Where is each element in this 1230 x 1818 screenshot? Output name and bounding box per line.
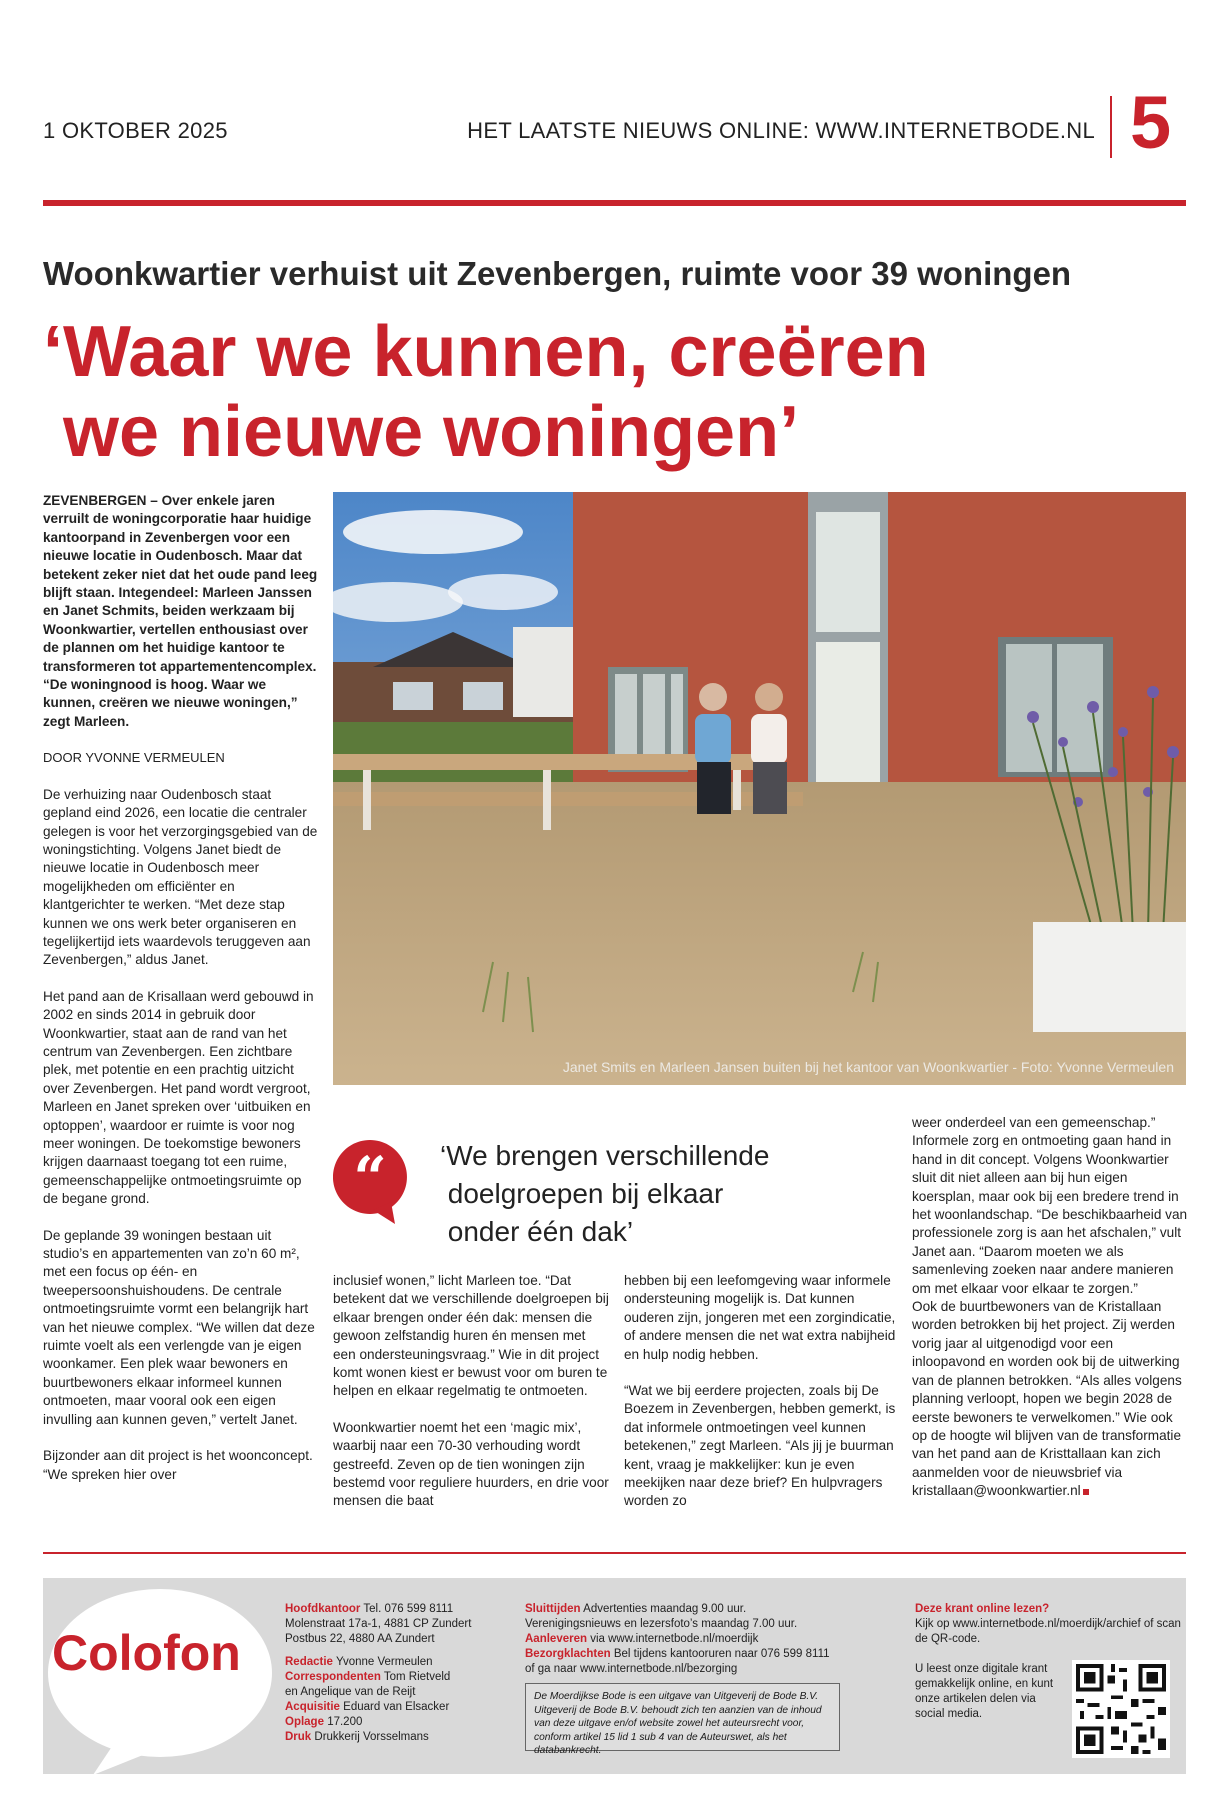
label: Bezorgklachten (525, 1648, 611, 1660)
phone: Tel. 076 599 8111 (363, 1603, 454, 1615)
issue-date: 1 OKTOBER 2025 (43, 118, 228, 143)
value: en Angelique van de Reijt (285, 1686, 416, 1698)
paragraph: Woonkwartier noemt het een ‘magic mix’, waarbij naar een 70-30 verhouding wordt gestreefd. Zeven op de tien woningen zijn bestemd voor reguliere huurders, en drie voor mensen die baat (333, 1419, 609, 1509)
end-mark-icon (1083, 1489, 1089, 1495)
label: Correspondenten (285, 1671, 381, 1683)
top-rule (43, 200, 1186, 206)
label: Sluittijden (525, 1603, 581, 1615)
paragraph-text: Ook de buurtbewoners van de Kristallaan worden betrokken bij het project. Zij werden vorig jaar al uitgenodigd voor een inloopavond en worden ook bij de uitwerking van de plannen betrokken. “Als alles volgens planning verloopt, hopen we begin 2028 de eerste bewoners te verwelkomen.” Wie ook op de hoogte wil blijven van de transformatie van het pand aan de Kristtallaan kan zich aanmelden voor de nieuwsbrief via kristallaan@woonkwartier.nl (912, 1299, 1182, 1499)
colofon-online (915, 1602, 1185, 1647)
article-column-3 (624, 1272, 900, 1529)
value: Tom Rietveld (383, 1671, 451, 1683)
kicker: Woonkwartier verhuist uit Zevenbergen, ruimte voor 39 woningen (43, 255, 1072, 292)
headline (43, 312, 1143, 472)
paragraph: Bijzonder aan dit project is het woonconcept. “We spreken hier over (43, 1448, 313, 1482)
headline-line-2: we nieuwe woningen’ (43, 392, 800, 472)
qr-code-icon[interactable] (1072, 1660, 1170, 1758)
label: Druk (285, 1731, 312, 1743)
colofon-digital: U leest onze digitale krant gemakkelijk online, en kunt onze artikelen delen via social media. (915, 1663, 1054, 1720)
article-photo (333, 492, 1186, 1085)
pull-quote-line: doelgroepen bij elkaar (440, 1178, 724, 1209)
value: Verenigingsnieuws en lezersfoto’s maandag 7.00 uur. (525, 1618, 798, 1630)
paragraph: “Wat we bij eerdere projecten, zoals bij De Boezem in Zevenbergen, hebben gemerkt, is dat informele ontmoetingen veel kunnen betekenen,” zegt Marleen. “Als jij je buurman kent, vraag je makkelijker: kun je even meekijken naar deze brief? En hulpvragers worden zo (624, 1383, 896, 1509)
value: 17.200 (327, 1716, 363, 1728)
value: of ga naar www.internetbode.nl/bezorging (525, 1663, 738, 1675)
value: Bel tijdens kantooruren naar 076 599 8111 (613, 1648, 830, 1660)
label: Redactie (285, 1656, 333, 1668)
svg-text:“: “ (353, 1144, 387, 1212)
pull-quote-line: onder één dak’ (440, 1216, 634, 1247)
paragraph (912, 1298, 1188, 1500)
colofon-title: Colofon (52, 1625, 241, 1681)
headline-line-1: ‘Waar we kunnen, creëren (43, 312, 929, 392)
header-separator (1110, 96, 1112, 158)
article-column-2 (333, 1272, 609, 1529)
label: Deze krant online lezen? (915, 1603, 1050, 1615)
paragraph: De verhuizing naar Oudenbosch staat gepland eind 2026, een locatie die centraler gelegen is voor het verzorgingsgebied van de woningstichting. Volgens Janet biedt de nieuwe locatie in Oudenbosch meer mogelijkheden om efficiënter en klantgerichter te werken. “Met deze stap kunnen we ons werk beter organiseren en tegelijkertijd iets waardevols teruggeven aan Zevenbergen,” aldus Janet. (43, 786, 318, 968)
label: Acquisitie (285, 1701, 340, 1713)
label: Hoofdkantoor (285, 1603, 361, 1615)
colofon-contact (285, 1602, 500, 1745)
address: Molenstraat 17a-1, 4881 CP Zundert (285, 1618, 472, 1630)
value: Kijk op www.internetbode.nl/moerdijk/archief of scan de QR-code. (915, 1618, 1181, 1645)
site-banner: HET LAATSTE NIEUWS ONLINE: WWW.INTERNETBODE.NL (467, 118, 1095, 143)
value: via www.internetbode.nl/moerdijk (590, 1633, 759, 1645)
bottom-rule (43, 1552, 1186, 1554)
paragraph: Het pand aan de Krisallaan werd gebouwd in 2002 en sinds 2014 in gebruik door Woonkwartier, staat aan de rand van het centrum van Zevenbergen. Een zichtbare plek, met potentie en een prachtig uitzicht over Zevenbergen. Het pand wordt vergroot, Marleen en Janet spreken over ‘uitbuiken en optoppen’, waardoor er ruimte is voor nog meer woningen. De toekomstige bewoners krijgen daarnaast toegang tot een ruime, gemeenschappelijke ontmoetingsruimte op de begane grond. (43, 988, 314, 1207)
value: Eduard van Elsacker (343, 1701, 450, 1713)
colofon-deadlines (525, 1602, 865, 1677)
value: Advertenties maandag 9.00 uur. (583, 1603, 747, 1615)
paragraph: weer onderdeel van een gemeenschap.” Informele zorg en ontmoeting gaan hand in hand in dit concept. Volgens Woonkwartier sluit dit niet alleen aan bij hun eigen koersplan, maar ook bij een bredere trend in het woonlandschap. “De beschikbaarheid van professionele zorg is aan het afschalen,” vult Janet aan. “Daarom moeten we als samenleving zoeken naar andere manieren om met elkaar voor elkaar te zorgen.” (912, 1115, 1188, 1296)
pull-quote-line: ‘We brengen verschillende (440, 1140, 770, 1171)
value: Drukkerij Vorsselmans (314, 1731, 429, 1743)
photo-caption: Janet Smits en Marleen Jansen buiten bij het kantoor van Woonkwartier - Foto: Yvonne Vermeulen (562, 1059, 1174, 1075)
byline: DOOR YVONNE VERMEULEN (43, 750, 225, 766)
photo-illustration (333, 492, 1186, 1085)
page-number: 5 (1130, 81, 1172, 164)
paragraph: De geplande 39 woningen bestaan uit studio’s en appartementen van zo’n 60 m², met een focus op één- en tweepersoonshuishoudens. De centrale ontmoetingsruimte vormt een belangrijk hart van het nieuwe complex. “We willen dat deze ruimte voelt als een verlengde van je eigen woonkamer. Een plek waar bewoners en buurtbewoners elkaar informeel kunnen ontmoeten, maar vooral ook een eigen invulling aan kunnen geven,” vertelt Janet. (43, 1227, 315, 1427)
pull-quote (440, 1137, 769, 1251)
label: Oplage (285, 1716, 324, 1728)
paragraph: hebben bij een leefomgeving waar informele ondersteuning mogelijk is. Dat kunnen ouderen zijn, jongeren met een zorgindicatie, of andere mensen die net wat extra nabijheid en hulp nodig hebben. (624, 1273, 896, 1362)
article-intro: ZEVENBERGEN – Over enkele jaren verruilt de woningcorporatie haar huidige kantoorpand in Zevenbergen voor een nieuwe locatie in Oudenbosch. Maar dat betekent zeker niet dat het oude pand leeg blijft staan. Integendeel: Marleen Janssen en Janet Schmits, beiden werkzaam bij Woonkwartier, vertellen enthousiast over de plannen om het huidige kantoor te transformeren tot appartementencomplex. “De woningnood is hoog. Waar we kunnen, creëren we nieuwe woningen,” zegt Marleen. (43, 493, 318, 729)
address: Postbus 22, 4880 AA Zundert (285, 1633, 435, 1645)
article-column-1 (43, 492, 319, 1502)
quote-mark-icon (333, 1140, 408, 1224)
colofon-disclaimer: De Moerdijkse Bode is een uitgave van Uitgeverij de Bode B.V. Uitgeverij de Bode B.V. behoudt zich ten aanzien van de inhoud van deze uitgave en/of website zowel het auteursrecht voor, conform artikel 15 lid 1 sub 4 van de Auteurswet, als het databankrecht. (525, 1683, 840, 1751)
value: Yvonne Vermeulen (335, 1656, 433, 1668)
article-column-4 (912, 1114, 1188, 1519)
paragraph: inclusief wonen,” licht Marleen toe. “Dat betekent dat we verschillende doelgroepen bij elkaar brengen onder één dak: mensen die gewoon zelfstandig huren én mensen met een ondersteuningsvraag.” Wie in dit project komt wonen kiest er bewust voor om buren te helpen en elkaar regelmatig te ontmoeten. (333, 1273, 609, 1399)
label: Aanleveren (525, 1633, 588, 1645)
